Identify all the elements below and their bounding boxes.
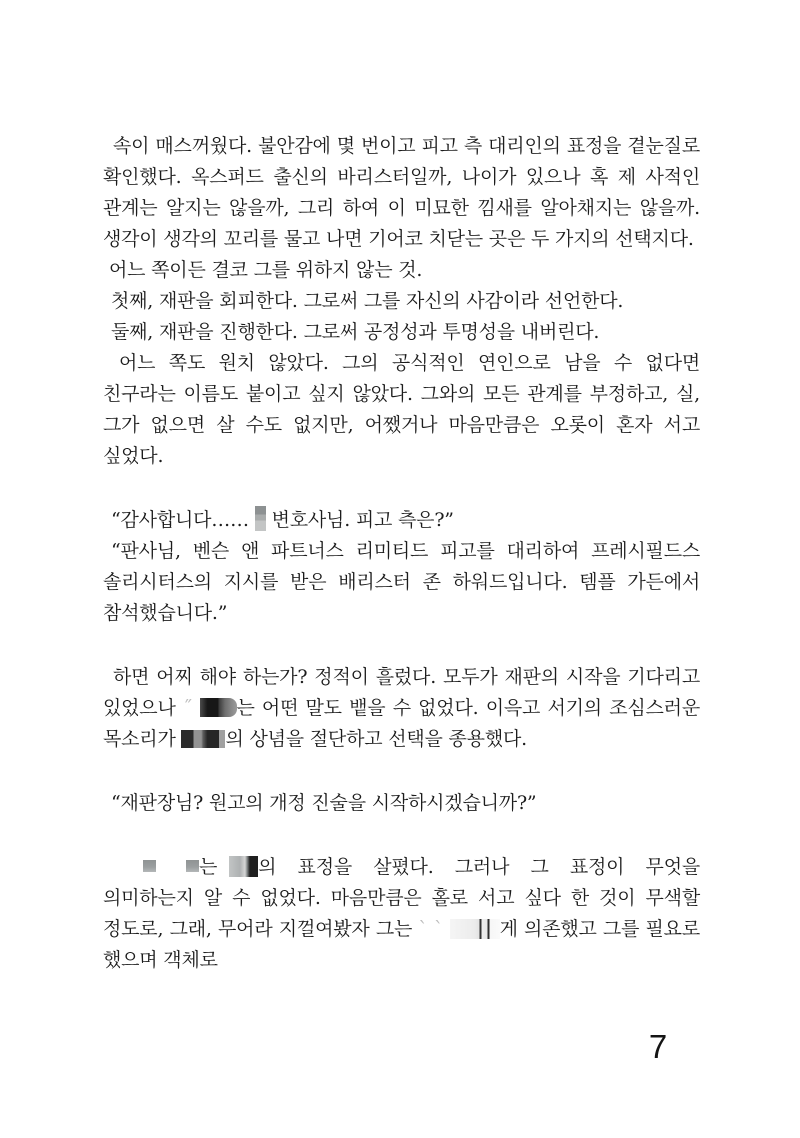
paragraph: 어느 쪽도 원치 않았다. 그의 공식적인 연인으로 남을 수 없다면 친구라는 이름도 붙이고 싶지 않았다. 그와의 모든 관계를 부정하고, 실, 그가 없으면 살 수도 없지만, 어쨌거나 마음만큼은 오롯이 혼자 서고 싶었다. xyxy=(103,352,700,467)
redaction-block xyxy=(255,506,266,531)
page-number: 7 xyxy=(648,1028,668,1065)
paragraph: 는 의 표정을 살폈다. 그러나 그 표정이 무엇을 의미하는지 알 수 없었다. 마음만큼은 홀로 서고 싶다 한 것이 무색할 정도로, 그래, 무어라 지껄여봤자 그는 ` ` 게 의존했고 그를 필요로 했으며 객체로 xyxy=(103,856,700,971)
faint-mark: ` ` xyxy=(418,918,450,940)
text-body xyxy=(103,131,700,976)
paragraph: 속이 매스꺼웠다. 불안감에 몇 번이고 피고 측 대리인의 표정을 곁눈질로 확인했다. 옥스퍼드 출신의 바리스터일까, 나이가 있으나 혹 제 사적인 관계는 알지는 않을까, 그리 하여 이 미묘한 낌새를 알아채지는 않을까. 생각이 생각의 꼬리를 물고 나면 기어코 치닫는 곳은 두 가지의 선택지다. xyxy=(103,135,700,250)
redaction-block xyxy=(200,698,237,717)
paragraph: 첫째, 재판을 회피한다. 그로써 그를 자신의 사감이라 선언한다. xyxy=(111,290,624,312)
paragraph: 둘째, 재판을 진행한다. 그로써 공정성과 투명성을 내버린다. xyxy=(111,321,600,343)
spacer xyxy=(217,872,229,873)
spacer xyxy=(156,872,186,873)
redaction-block xyxy=(181,730,225,748)
paragraph: “판사님, 벤슨 앤 파트너스 리미티드 피고를 대리하여 프레시필드스 솔리시터스의 지시를 받은 배리스터 존 하워드입니다. 템플 가든에서 참석했습니다.” xyxy=(103,540,700,624)
paragraph: “감사합니다…… 변호사님. 피고 측은?” xyxy=(103,505,700,536)
redaction-block xyxy=(229,856,258,877)
paragraph: “재판장님? 원고의 개정 진술을 시작하시겠습니까?” xyxy=(111,792,537,814)
faint-mark: ˝ xyxy=(182,697,200,719)
paragraph: 어느 쪽이든 결코 그를 위하지 않는 것. xyxy=(109,259,423,281)
paragraph: 하면 어찌 해야 하는가? 정적이 흘렀다. 모두가 재판의 시작을 기다리고 있었으나 ˝ 는 어떤 말도 뱉을 수 없었다. 이윽고 서기의 조심스러운 목소리가 의 상념을 절단하고 선택을 종용했다. xyxy=(103,666,700,750)
redaction-block xyxy=(450,919,500,939)
redaction-block xyxy=(186,860,199,872)
redaction-block xyxy=(143,860,156,872)
